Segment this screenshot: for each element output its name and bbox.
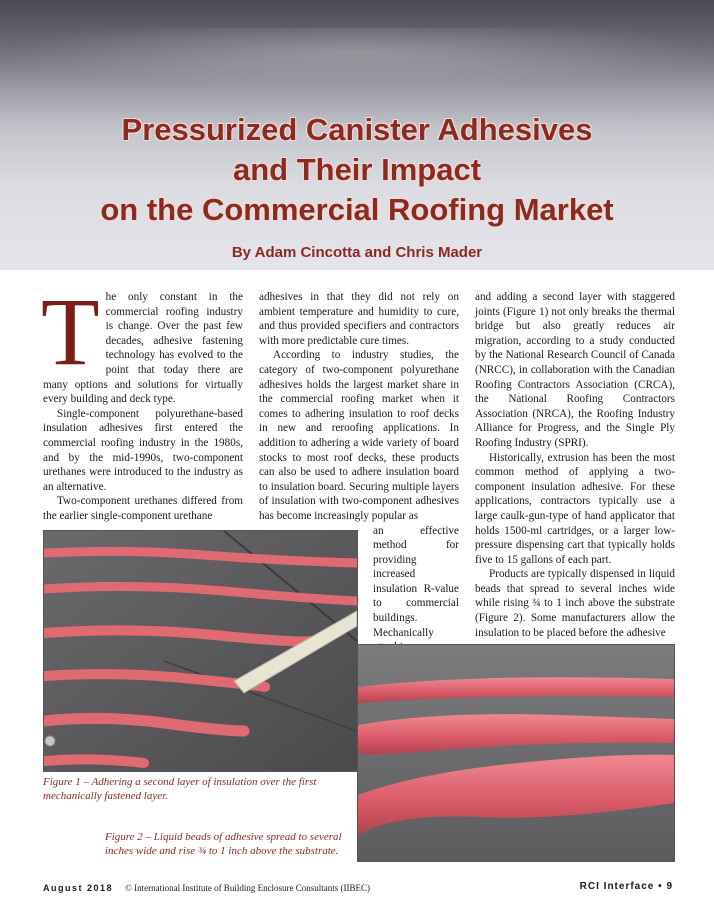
figure-2-caption: Figure 2 – Liquid beads of adhesive spread to several inches wide and rise ¾ to 1 inch above the substrate. <box>105 831 342 857</box>
paragraph: an effective method for providing increased insulation R-value to commercial buildings. Mechanically <box>373 524 459 639</box>
article-title <box>0 110 714 230</box>
separator-dot: • <box>658 881 663 892</box>
paragraph: Two-component urethanes differed from the earlier single-component urethane <box>43 495 243 522</box>
figure-1-photo <box>43 530 358 772</box>
paragraph: Historically, extrusion has been the most common method of applying a two-component insulation adhesive. For these applications, contractors typically use a large caulk-gun-type of hand applicator that holds 1500-ml cartridges, or a larger low-pressure dispensing cart that typically holds five to 15 gallons of each part. <box>475 451 675 566</box>
page-footer <box>43 880 673 896</box>
byline: By Adam Cincotta and Chris Mader <box>231 244 483 261</box>
title-line: and Their Impact <box>232 152 482 187</box>
column-3 <box>475 290 675 640</box>
paragraph: Single-component polyurethane-based insulation adhesives first entered the commercial roofing industry in the 1980s, and by the mid-1990s, two-component urethanes were introduced to the industry as an alternative. <box>43 407 243 493</box>
paragraph-text: he only constant in the commercial roofing industry is change. Over the past few decades, adhesive fastening technology has evolved to the point that today there are many options and solutions for virtually every building and deck type. <box>43 291 243 406</box>
issue-date: August 2018 <box>43 883 114 893</box>
figure-1-caption: Figure 1 – Adhering a second layer of insulation over the first mechanically fastened layer. <box>43 776 317 802</box>
drop-cap: T <box>41 278 100 385</box>
page-number: 9 <box>666 881 673 892</box>
journal-name: RCI Interface <box>579 881 655 892</box>
roof-deck-adhesive-photo <box>44 531 357 771</box>
column-1 <box>41 278 243 524</box>
journal-page <box>580 881 673 892</box>
copyright-notice: © International Institute of Building Enclosure Consultants (IIBEC) <box>125 883 371 893</box>
paragraph: and adding a second layer with staggered joints (Figure 1) not only breaks the thermal bridge but also greatly reduces air migration, according to a study conducted by the National Research Council of Canada (NRCC), in collaboration with the Canadian Roofing Contractors Association (CRCA), the National Roofing Contractors Association (NRCA), the Roofing Industry Alliance for Progress, and the Single Ply Roofing Industry (SPRI). <box>475 291 675 449</box>
adhesive-bead-photo <box>358 645 674 861</box>
paragraph <box>41 278 243 407</box>
paragraph: Products are typically dispensed in liquid beads that spread to several inches wide while rising ¾ to 1 inch above the substrate (Figure 2). Some manufacturers allow the insulation to be placed before the adhesive <box>475 568 675 639</box>
paragraph: According to industry studies, the category of two-component polyurethane adhesives holds the largest market share in the commercial roofing market when it comes to adhering insulation to roof decks in new and reroofing applications. In addition to adhering a wide variety of board stocks to most roof decks, these products can also be used to adhere insulation board to insulation board. Securing multiple layers of insulation with two-component adhesives has become increasingly popular as <box>259 349 459 522</box>
paragraph: adhesives in that they did not rely on ambient temperature and humidity to cure, and thus provided specifiers and contractors with more predictable cure times. <box>259 291 459 347</box>
header-shine <box>0 28 714 88</box>
figure-2-photo <box>357 644 675 862</box>
title-line: on the Commercial Roofing Market <box>100 192 614 227</box>
title-line: Pressurized Canister Adhesives <box>121 112 593 147</box>
